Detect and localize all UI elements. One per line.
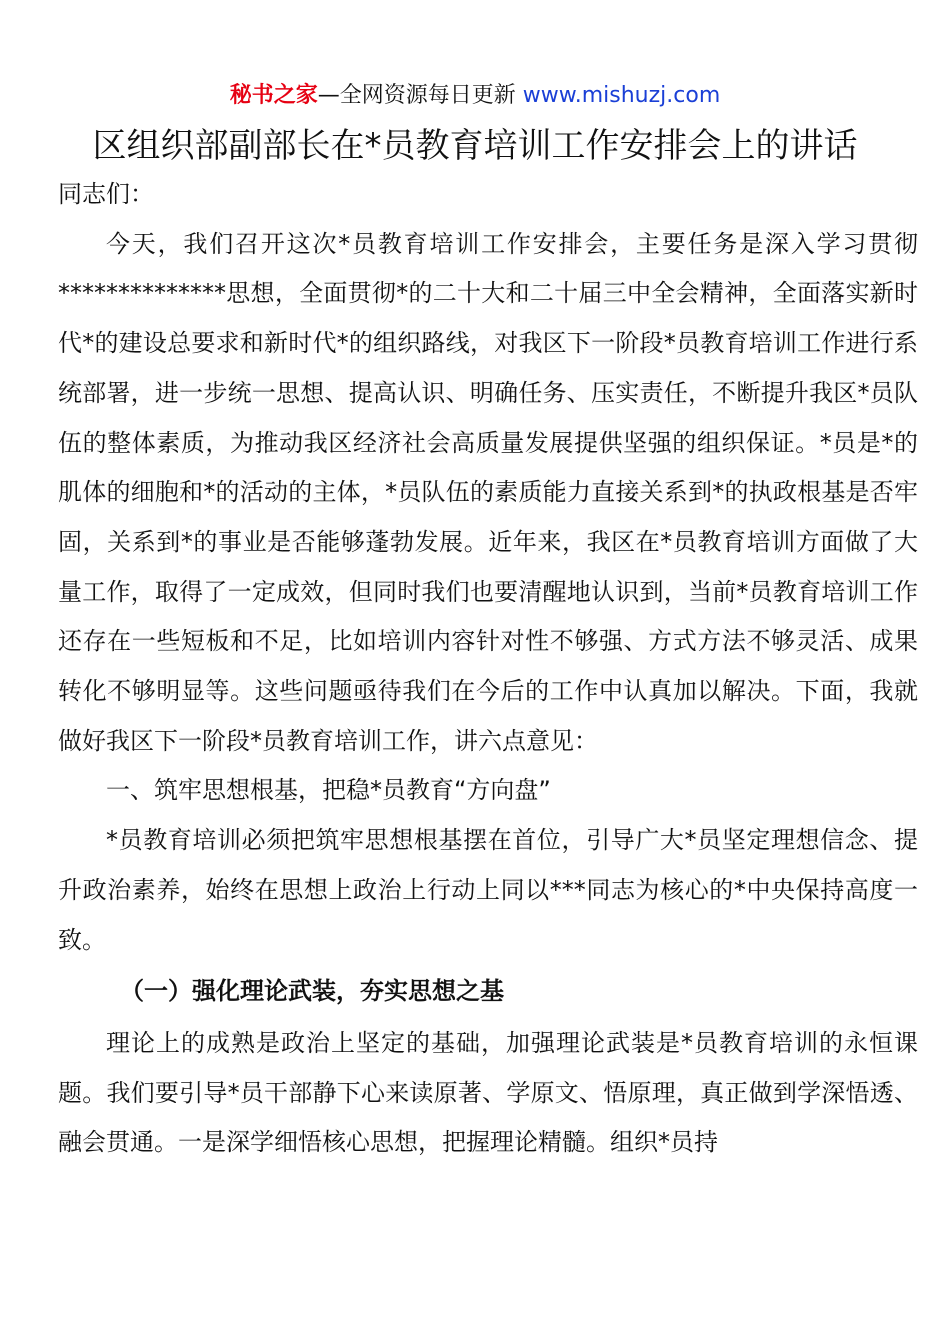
- site-brand: 秘书之家: [229, 83, 318, 108]
- document-title: 区组织部副部长在*员教育培训工作安排会上的讲话: [92, 126, 858, 166]
- intro-paragraph: 今天，我们召开这次*员教育培训工作安排会，主要任务是深入学习贯彻**************思想，全面贯彻*的二十大和二十届三中全会精神，全面落实新时代*的建设总要求和新时代*的组织路线，对我区下一阶段*员教育培训工作进行系统部署，进一步统一思想、提高认识、明确任务、压实责任，不断提升我区*员队伍的整体素质，为推动我区经济社会高质量发展提供坚强的组织保证。*员是*的肌体的细胞和*的活动的主体，*员队伍的素质能力直接关系到*的执政根基是否牢固，关系到*的事业是否能够蓬勃发展。近年来，我区在*员教育培训方面做了大量工作，取得了一定成效，但同时我们也要清醒地认识到，当前*员教育培训工作还存在一些短板和不足，比如培训内容针对性不够强、方式方法不够灵活、成果转化不够明显等。这些问题亟待我们在今后的工作中认真加以解决。下面，我就做好我区下一阶段*员教育培训工作，讲六点意见：: [58, 229, 918, 755]
- subsection-paragraph: 理论上的成熟是政治上坚定的基础，加强理论武装是*员教育培训的永恒课题。我们要引导*员干部静下心来读原著、学原文、悟原理，真正做到学深悟透、融会贯通。一是深学细悟核心思想，把握理论精髓。组织*员持: [58, 1028, 918, 1157]
- section-heading: 一、筑牢思想根基，把稳*员教育“方向盘”: [106, 776, 551, 805]
- document-body: [58, 170, 918, 1168]
- site-url: www.mishuzj.com: [522, 83, 721, 108]
- site-tagline: —全网资源每日更新: [317, 83, 523, 108]
- section-paragraph: *员教育培训必须把筑牢思想根基摆在首位，引导广大*员坚定理想信念、提升政治素养，始终在思想上政治上行动上同以***同志为核心的*中央保持高度一致。: [58, 826, 918, 954]
- subsection-heading: （一）强化理论武装，夯实思想之基: [120, 977, 504, 1006]
- site-header: [0, 80, 950, 112]
- salutation: 同志们：: [58, 180, 154, 208]
